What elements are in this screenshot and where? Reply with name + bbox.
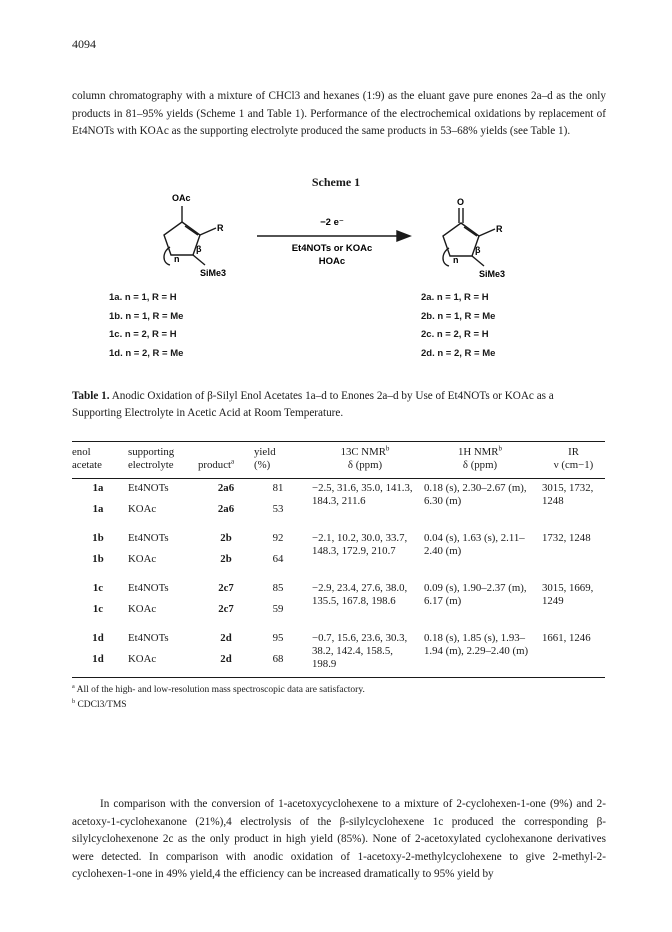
header-h1-nmr: 1H NMR$^b$ δ (ppm) — [457, 444, 502, 471]
product-beta-label: β — [475, 245, 481, 255]
header-c13-nmr: 13C NMR$^b$ δ (ppm) — [340, 444, 390, 471]
cell-yield: 53 — [272, 503, 284, 515]
cell-electrolyte: Et4NOTs — [128, 532, 169, 544]
cell-h1-nmr: 0.09 (s), 1.90–2.37 (m), 6.17 (m) — [424, 582, 527, 607]
product-structure — [443, 208, 495, 266]
cell-electrolyte: KOAc — [128, 653, 157, 665]
table-row — [72, 632, 605, 653]
cell-yield: 68 — [272, 653, 284, 665]
cell-enol: 1a — [92, 482, 104, 494]
cell-enol: 1d — [92, 653, 104, 665]
header-yield: yield (%) — [254, 446, 276, 471]
cell-ir: 1661, 1246 — [542, 632, 591, 644]
cell-enol: 1a — [92, 503, 104, 515]
footnote-b: $^b$ CDCl3/TMS — [72, 698, 127, 710]
scheme-1-graphic — [0, 0, 672, 290]
condition-solvent: HOAc — [318, 256, 346, 267]
product-n-label: n — [453, 255, 459, 265]
cell-h1-nmr: 0.04 (s), 1.63 (s), 2.11–2.40 (m) — [424, 532, 525, 557]
cell-yield: 64 — [272, 553, 284, 565]
product-o-label: O — [457, 197, 465, 207]
cell-electrolyte: KOAc — [128, 553, 157, 565]
cell-enol: 1d — [92, 632, 104, 644]
cell-enol: 1c — [92, 603, 104, 615]
cell-product: 2c7 — [218, 603, 234, 615]
cell-electrolyte: Et4NOTs — [128, 582, 169, 594]
product-label-2a: 2a. n = 1, R = H — [421, 292, 489, 303]
table-footnotes — [72, 683, 365, 713]
product-label-2d: 2d. n = 2, R = Me — [421, 347, 496, 359]
cell-yield: 85 — [272, 582, 284, 594]
condition-electrolyte: Et4NOTs or KOAc — [291, 243, 373, 254]
cell-product: 2a6 — [217, 503, 235, 515]
cell-product: 2a6 — [217, 482, 235, 494]
table-row — [72, 532, 605, 553]
cell-electrolyte: KOAc — [128, 503, 157, 515]
body-paragraph-2: In comparison with the conversion of 1-acetoxycyclohexene to a mixture of 2-cyclohexen-1-one (9%) and 2-acetoxy-1-cyclohexanone (21%),4 electrolysis of the β-silylcyclohexene 1c produced the corresponding β-silylcyclohexenone 2c as the only product in high yield (85%). None of 2-acetoxylated cyclohexanone derivatives were detected. In comparison with anodic oxidation of 1-acetoxy-2-methylcyclohexene to give 2-methyl-2-cyclohexen-1-one in 49% yield,4 the efficiency can be increased dramatically to 95% yield by — [72, 798, 606, 880]
cell-product: 2d — [220, 632, 232, 644]
body-paragraph-1: column chromatography with a mixture of CHCl3 and hexanes (1:9) as the eluant gave pure enones 2a–d as the only products in 81–95% yields (Scheme 1 and Table 1). Performance of the electrochemical oxidations by replacement of Et4NOTs with KOAc as the supporting electrolyte produced the same products in 53–68% yields (see Table 1). — [72, 90, 606, 137]
cell-electrolyte: Et4NOTs — [128, 632, 169, 644]
cell-ir: 1732, 1248 — [542, 532, 591, 544]
table-caption — [72, 388, 606, 422]
reactant-labels — [109, 289, 183, 363]
reactant-beta-label: β — [196, 244, 202, 254]
page-number: 4094 — [72, 37, 96, 51]
reactant-n-label: n — [174, 254, 180, 264]
reactant-label-1b: 1b. n = 1, R = Me — [109, 310, 184, 322]
cell-yield: 81 — [272, 482, 284, 494]
product-labels — [421, 289, 495, 363]
cell-product: 2b — [220, 532, 232, 544]
reactant-label-1d: 1d. n = 2, R = Me — [109, 347, 184, 359]
results-table — [72, 446, 605, 674]
cell-enol: 1b — [92, 532, 104, 544]
reactant-label-1c: 1c. n = 2, R = H — [109, 329, 177, 340]
cell-enol: 1c — [92, 582, 104, 594]
table-bottom-rule — [72, 677, 605, 678]
footnote-a: $^a$ All of the high- and low-resolution mass spectroscopic data are satisfactory. — [72, 683, 365, 695]
scheme-title: Scheme 1 — [311, 175, 361, 189]
table-caption-label: Table 1. — [72, 390, 110, 402]
reactant-r-label: R — [217, 223, 224, 233]
reactant-structure — [164, 206, 216, 265]
cell-product: 2b — [220, 553, 232, 565]
cell-yield: 95 — [272, 632, 284, 644]
reaction-arrow — [257, 231, 410, 241]
product-label-2b: 2b. n = 1, R = Me — [421, 310, 496, 322]
reactant-sime3-label: SiMe3 — [200, 268, 227, 278]
table-top-rule — [72, 441, 605, 442]
cell-ir: 3015, 1669, 1249 — [542, 582, 594, 607]
cell-c13-nmr: −2.9, 23.4, 27.6, 38.0, 135.5, 167.8, 198.6 — [312, 582, 408, 607]
cell-yield: 59 — [272, 603, 284, 615]
cell-yield: 92 — [272, 532, 284, 544]
cell-ir: 3015, 1732, 1248 — [542, 482, 594, 507]
header-product: product$^a$ — [198, 457, 235, 471]
table-caption-text: Anodic Oxidation of β-Silyl Enol Acetates 1a–d to Enones 2a–d by Use of Et4NOTs or KOAc as a Supporting Electrolyte in Acetic Acid at Room Temperature. — [72, 390, 554, 419]
cell-c13-nmr: −0.7, 15.6, 23.6, 30.3, 38.2, 142.4, 158.5, 198.9 — [312, 632, 408, 670]
header-ir: IR ν (cm−1) — [553, 446, 594, 471]
product-sime3-label: SiMe3 — [479, 269, 506, 279]
cell-product: 2c7 — [218, 582, 234, 594]
product-r-label: R — [496, 224, 503, 234]
reactant-label-1a: 1a. n = 1, R = H — [109, 292, 177, 303]
reactant-oac-label: OAc — [172, 193, 191, 203]
cell-c13-nmr: −2.1, 10.2, 30.0, 33.7, 148.3, 172.9, 210.7 — [312, 532, 408, 557]
cell-electrolyte: KOAc — [128, 603, 157, 615]
table-body — [72, 482, 605, 674]
header-supporting: supporting electrolyte — [128, 446, 175, 471]
table-row — [72, 482, 605, 503]
cell-product: 2d — [220, 653, 232, 665]
cell-h1-nmr: 0.18 (s), 1.85 (s), 1.93–1.94 (m), 2.29–2.40 (m) — [424, 632, 529, 657]
cell-electrolyte: Et4NOTs — [128, 482, 169, 494]
header-enol: enol acetate — [72, 446, 102, 471]
product-label-2c: 2c. n = 2, R = H — [421, 329, 489, 340]
cell-c13-nmr: −2.5, 31.6, 35.0, 141.3, 184.3, 211.6 — [312, 482, 413, 507]
cell-h1-nmr: 0.18 (s), 2.30–2.67 (m), 6.30 (m) — [424, 482, 527, 507]
condition-electrons: −2 e⁻ — [320, 217, 344, 228]
table-header-row — [72, 446, 605, 472]
table-row — [72, 582, 605, 603]
cell-enol: 1b — [92, 553, 104, 565]
